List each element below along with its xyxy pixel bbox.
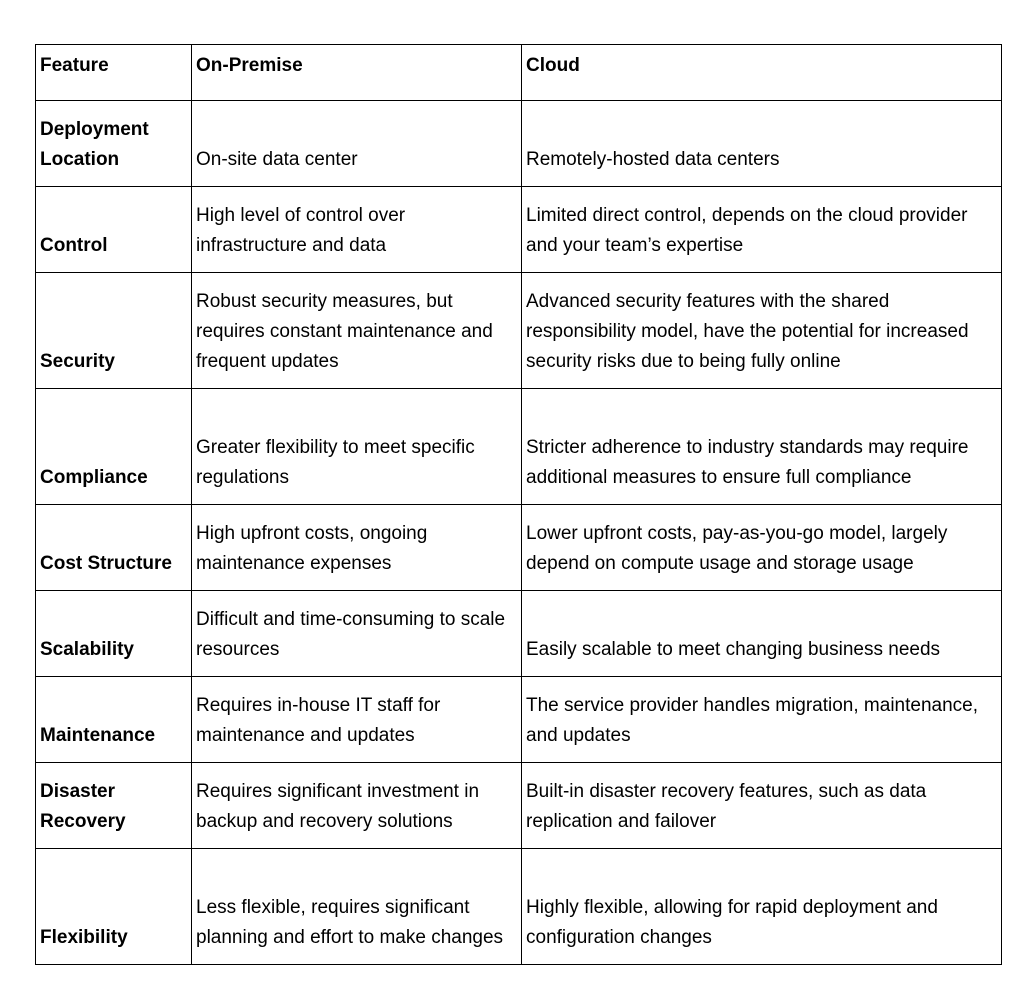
feature-cell: Control — [36, 187, 192, 273]
table-row — [36, 677, 1002, 763]
on-premise-cell: Requires in-house IT staff for maintenance and updates — [192, 677, 522, 763]
on-premise-cell: Less flexible, requires significant planning and effort to make changes — [192, 849, 522, 965]
header-row — [36, 45, 1002, 101]
cloud-cell: Built-in disaster recovery features, such as data replication and failover — [522, 763, 1002, 849]
feature-cell: Disaster Recovery — [36, 763, 192, 849]
comparison-table — [35, 44, 1002, 965]
cloud-cell: Advanced security features with the shared responsibility model, have the potential for increased security risks due to being fully online — [522, 273, 1002, 389]
cloud-cell: The service provider handles migration, maintenance, and updates — [522, 677, 1002, 763]
cloud-cell: Remotely-hosted data centers — [522, 101, 1002, 187]
table-row — [36, 273, 1002, 389]
on-premise-cell: Requires significant investment in backup and recovery solutions — [192, 763, 522, 849]
table-row — [36, 763, 1002, 849]
feature-cell: Cost Structure — [36, 505, 192, 591]
feature-cell: Compliance — [36, 389, 192, 505]
feature-cell: Maintenance — [36, 677, 192, 763]
cloud-cell: Stricter adherence to industry standards may require additional measures to ensure full compliance — [522, 389, 1002, 505]
feature-cell: Flexibility — [36, 849, 192, 965]
feature-cell: Security — [36, 273, 192, 389]
on-premise-cell: Greater flexibility to meet specific regulations — [192, 389, 522, 505]
table-row — [36, 187, 1002, 273]
on-premise-cell: Difficult and time-consuming to scale resources — [192, 591, 522, 677]
on-premise-cell: On-site data center — [192, 101, 522, 187]
cloud-cell: Highly flexible, allowing for rapid deployment and configuration changes — [522, 849, 1002, 965]
table-row — [36, 101, 1002, 187]
cloud-cell: Lower upfront costs, pay-as-you-go model, largely depend on compute usage and storage usage — [522, 505, 1002, 591]
table-row — [36, 505, 1002, 591]
cloud-cell: Limited direct control, depends on the cloud provider and your team’s expertise — [522, 187, 1002, 273]
on-premise-cell: High level of control over infrastructure and data — [192, 187, 522, 273]
header-cloud: Cloud — [522, 45, 1002, 101]
on-premise-cell: High upfront costs, ongoing maintenance expenses — [192, 505, 522, 591]
table-row — [36, 591, 1002, 677]
feature-cell: Scalability — [36, 591, 192, 677]
on-premise-cell: Robust security measures, but requires constant maintenance and frequent updates — [192, 273, 522, 389]
feature-cell: Deployment Location — [36, 101, 192, 187]
table-row — [36, 389, 1002, 505]
header-feature: Feature — [36, 45, 192, 101]
table-row — [36, 849, 1002, 965]
header-on-premise: On-Premise — [192, 45, 522, 101]
cloud-cell: Easily scalable to meet changing business needs — [522, 591, 1002, 677]
